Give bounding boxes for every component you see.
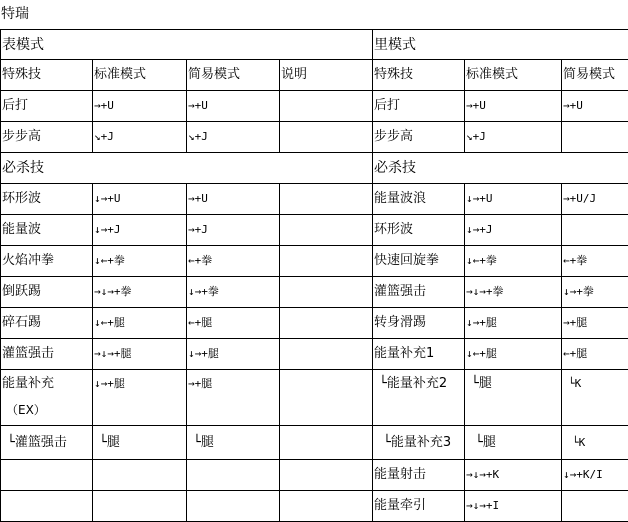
simple-input: ↓→+拳 xyxy=(187,277,280,308)
standard-input: ↓←+拳 xyxy=(465,246,562,277)
simple-input: └K xyxy=(562,426,628,460)
header-simple: 简易模式 xyxy=(187,60,280,91)
standard-input: →↓→+拳 xyxy=(93,277,187,308)
move-name: 能量波浪 xyxy=(373,184,465,215)
empty-cell xyxy=(1,491,93,522)
empty-cell xyxy=(280,491,373,522)
table-row xyxy=(1,91,628,122)
simple-input: └K xyxy=(562,370,628,426)
table-row xyxy=(1,246,628,277)
simple-input: ↘+J xyxy=(187,122,280,153)
move-name: 后打 xyxy=(1,91,93,122)
table-row xyxy=(1,215,628,246)
standard-input: └腿 xyxy=(465,426,562,460)
simple-input xyxy=(562,215,628,246)
standard-input: ↘+J xyxy=(465,122,562,153)
standard-input: →↓→+腿 xyxy=(93,339,187,370)
move-name-cell xyxy=(1,370,93,426)
simple-input: ←+腿 xyxy=(562,339,628,370)
notes-cell xyxy=(280,277,373,308)
notes-cell xyxy=(280,246,373,277)
header-standard-back: 标准模式 xyxy=(465,60,562,91)
simple-input: ↓→+K/I xyxy=(562,460,628,491)
table-row xyxy=(1,308,628,339)
simple-input: →+U/J xyxy=(562,184,628,215)
empty-cell xyxy=(187,460,280,491)
standard-input: →+U xyxy=(93,91,187,122)
header-special-move-back: 特殊技 xyxy=(373,60,465,91)
header-notes: 说明 xyxy=(280,60,373,91)
move-name: 灌篮强击 xyxy=(373,277,465,308)
standard-input: ↓→+U xyxy=(93,184,187,215)
notes-cell xyxy=(280,370,373,426)
empty-cell xyxy=(93,491,187,522)
table-row xyxy=(1,184,628,215)
move-name: 倒跃踢 xyxy=(1,277,93,308)
move-name: 环形波 xyxy=(373,215,465,246)
table-row xyxy=(1,277,628,308)
move-name: 能量射击 xyxy=(373,460,465,491)
move-name: 转身滑踢 xyxy=(373,308,465,339)
simple-input xyxy=(562,491,628,522)
move-name: 灌篮强击 xyxy=(1,339,93,370)
standard-input: ↘+J xyxy=(93,122,187,153)
simple-input: ↓→+拳 xyxy=(562,277,628,308)
header-special-move: 特殊技 xyxy=(1,60,93,91)
notes-cell xyxy=(280,308,373,339)
move-note: （EX） xyxy=(2,401,92,419)
standard-input: ↓←+腿 xyxy=(93,308,187,339)
notes-cell xyxy=(280,339,373,370)
simple-input xyxy=(562,122,628,153)
standard-input: →↓→+拳 xyxy=(465,277,562,308)
table-row xyxy=(1,339,628,370)
standard-input: ↓→+J xyxy=(93,215,187,246)
standard-input: ↓→+腿 xyxy=(465,308,562,339)
special-section-header: 必杀技 xyxy=(1,153,373,184)
empty-cell xyxy=(280,460,373,491)
standard-input: └腿 xyxy=(93,426,187,460)
command-table xyxy=(0,29,628,522)
column-header-row xyxy=(1,60,628,91)
simple-input: →+U xyxy=(187,184,280,215)
move-name: 步步高 xyxy=(1,122,93,153)
page-title: 特瑞 xyxy=(0,0,628,29)
section-row xyxy=(1,30,628,60)
notes-cell xyxy=(280,122,373,153)
table-row xyxy=(1,460,628,491)
simple-input: ←+拳 xyxy=(562,246,628,277)
notes-cell xyxy=(280,91,373,122)
notes-cell xyxy=(280,215,373,246)
move-name: 步步高 xyxy=(373,122,465,153)
simple-input: →+腿 xyxy=(187,370,280,426)
move-name: 能量牵引 xyxy=(373,491,465,522)
empty-cell xyxy=(93,460,187,491)
move-name: 环形波 xyxy=(1,184,93,215)
standard-input: ↓←+腿 xyxy=(465,339,562,370)
empty-cell xyxy=(187,491,280,522)
simple-input: ↓→+腿 xyxy=(187,339,280,370)
standard-input: →↓→+K xyxy=(465,460,562,491)
move-name: 碎石踢 xyxy=(1,308,93,339)
move-name: 能量波 xyxy=(1,215,93,246)
standard-input: ↓←+拳 xyxy=(93,246,187,277)
header-simple-back: 简易模式 xyxy=(562,60,628,91)
table-row xyxy=(1,426,628,460)
move-name: └能量补充2 xyxy=(373,370,465,426)
section-row xyxy=(1,153,628,184)
notes-cell xyxy=(280,184,373,215)
simple-input: →+J xyxy=(187,215,280,246)
simple-input: ←+腿 xyxy=(187,308,280,339)
standard-input: ↓→+U xyxy=(465,184,562,215)
move-name: 后打 xyxy=(373,91,465,122)
table-row xyxy=(1,491,628,522)
table-row xyxy=(1,122,628,153)
empty-cell xyxy=(1,460,93,491)
standard-input: →+U xyxy=(465,91,562,122)
move-name: └灌篮强击 xyxy=(1,426,93,460)
special-section-header-back: 必杀技 xyxy=(373,153,628,184)
simple-input: ←+拳 xyxy=(187,246,280,277)
header-standard: 标准模式 xyxy=(93,60,187,91)
simple-input: └腿 xyxy=(187,426,280,460)
move-name: 火焰冲拳 xyxy=(1,246,93,277)
simple-input: →+U xyxy=(562,91,628,122)
standard-input: ↓→+J xyxy=(465,215,562,246)
move-name: 能量补充 xyxy=(2,376,54,391)
front-mode-header: 表模式 xyxy=(1,30,373,60)
move-name: └能量补充3 xyxy=(373,426,465,460)
table-row xyxy=(1,370,628,426)
move-name: 能量补充1 xyxy=(373,339,465,370)
move-name: 快速回旋拳 xyxy=(373,246,465,277)
simple-input: →+腿 xyxy=(562,308,628,339)
standard-input: →↓→+I xyxy=(465,491,562,522)
simple-input: →+U xyxy=(187,91,280,122)
standard-input: └腿 xyxy=(465,370,562,426)
standard-input: ↓→+腿 xyxy=(93,370,187,426)
back-mode-header: 里模式 xyxy=(373,30,628,60)
notes-cell xyxy=(280,426,373,460)
